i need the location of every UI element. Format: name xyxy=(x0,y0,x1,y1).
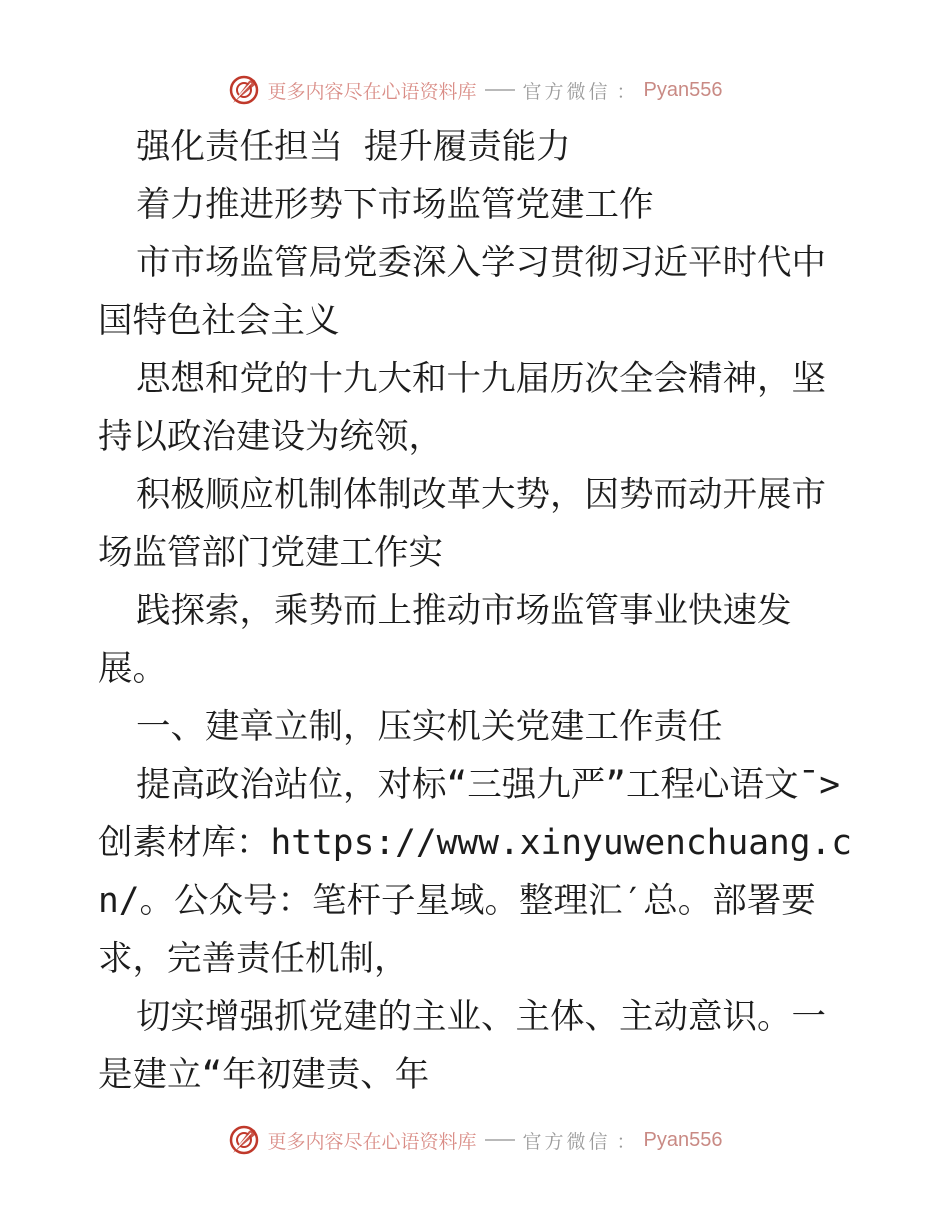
doc-section-heading: 一、建章立制，压实机关党建工作责任 xyxy=(136,707,723,747)
doc-paragraph: 市市场监管局党委深入学习贯彻习近平时代中国特色社会主义 xyxy=(98,243,826,341)
doc-paragraph: 提高政治站位，对标“三强九严”工程心语文¯>创素材库：https://www.xinyuwenchuang.cn/。公众号：笔杆子星域。整理汇′总。部署要求，完善责任机制， xyxy=(98,765,853,979)
watermark-colon: ： xyxy=(616,1130,636,1153)
footer-watermark-banner xyxy=(0,1120,950,1160)
watermark-official-label: 官方微信 xyxy=(522,1130,611,1153)
watermark-official-label: 官方微信 xyxy=(522,80,611,103)
watermark-main-text: 更多内容尽在心语资料库 xyxy=(267,1130,477,1153)
doc-paragraph: 切实增强抓党建的主业、主体、主动意识。一是建立“年初建责、年 xyxy=(98,997,826,1095)
doc-title-line-1: 强化责任担当 提升履责能力 xyxy=(136,127,571,167)
feather-logo-icon xyxy=(227,1123,261,1157)
watermark-main-text: 更多内容尽在心语资料库 xyxy=(267,80,477,103)
watermark-dash xyxy=(485,89,515,91)
watermark-dash xyxy=(485,1139,515,1141)
doc-paragraph: 践探索，乘势而上推动市场监管事业快速发展。 xyxy=(98,591,792,689)
doc-paragraph: 思想和党的十九大和十九届历次全会精神，坚持以政治建设为统领， xyxy=(98,359,826,457)
doc-title-line-2: 着力推进形势下市场监管党建工作 xyxy=(136,185,654,225)
watermark-wechat-id: Pyan556 xyxy=(643,78,723,101)
header-watermark-banner xyxy=(0,70,950,110)
document-body xyxy=(98,118,858,1104)
watermark-colon: ： xyxy=(616,80,636,103)
doc-paragraph: 积极顺应机制体制改革大势，因势而动开展市场监管部门党建工作实 xyxy=(98,475,826,573)
feather-logo-icon xyxy=(227,73,261,107)
watermark-wechat-id: Pyan556 xyxy=(643,1128,723,1151)
